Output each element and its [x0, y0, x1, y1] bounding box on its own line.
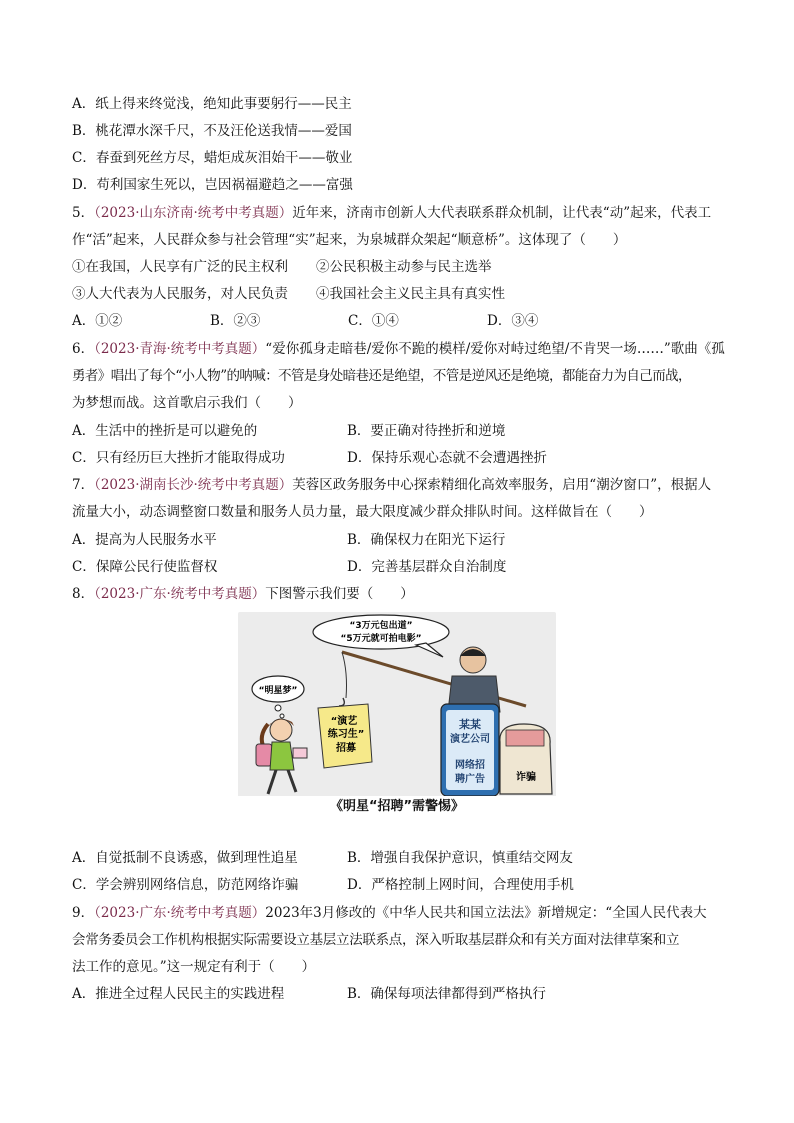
q6-option-c: C．只有经历巨大挫折才能取得成功 — [72, 450, 285, 466]
q8-number: 8． — [72, 586, 95, 602]
q8-stem-line — [72, 581, 734, 608]
cartoon-illustration — [238, 612, 556, 796]
q5-source: （2023·山东济南·统考中考真题） — [94, 205, 293, 221]
q9-stem-line-1 — [72, 900, 734, 927]
q6-number: 6． — [72, 341, 95, 357]
bait-text-1: “演艺 — [330, 716, 358, 727]
q5-stem-text-1: 近年来，济南市创新人大代表联系群众机制，让代表“动”起来，代表工 — [292, 205, 712, 221]
q8-option-a: A．自觉抵制不良诱惑，做到理性追星 — [72, 850, 298, 866]
bait-text-2: 练习生” — [327, 729, 365, 740]
q6-stem-text-1: “爱你孤身走暗巷/爱你不跪的模样/爱你对峙过绝望/不肯哭一场……”歌曲《孤 — [265, 341, 725, 357]
q8-option-c: C．学会辨别网络信息，防范网络诈骗 — [72, 877, 299, 893]
q6-stem-line-3: 为梦想而战。这首歌启示我们（ ） — [72, 395, 302, 411]
q6-option-b: B．要正确对待挫折和逆境 — [347, 423, 506, 439]
bubble-text-2: “5万元就可拍电影” — [340, 634, 422, 644]
q7-stem-line-2: 流量大小，动态调整窗口数量和服务人员力量，最大限度减少群众排队时间。这样做旨在（ ） — [72, 504, 653, 520]
q5-option-b: B．②③ — [210, 313, 261, 329]
q5-option-a: A．①② — [72, 313, 123, 329]
q5-item-1: ①在我国，人民享有广泛的民主权利 — [72, 259, 288, 275]
q4-option-a: A．纸上得来终觉浅，绝知此事要躬行——民主 — [72, 96, 352, 112]
q4-option-b: B．桃花潭水深千尺，不及汪伦送我情——爱国 — [72, 123, 352, 139]
q9-option-a: A．推进全过程人民民主的实践进程 — [72, 986, 285, 1002]
q7-option-a: A．提高为人民服务水平 — [72, 532, 217, 548]
q7-number: 7． — [72, 477, 95, 493]
q5-option-d: D．③④ — [487, 313, 539, 329]
phone-text-1: 某某 — [459, 718, 481, 731]
phone-text-3: 网络招 — [455, 760, 485, 771]
q4-option-c: C．春蚕到死丝方尽，蜡炬成灰泪始干——敬业 — [72, 150, 353, 166]
q5-stem-line-1 — [72, 200, 734, 227]
bait-text-3: 招募 — [336, 743, 356, 754]
q7-option-d: D．完善基层群众自治制度 — [347, 559, 507, 575]
q8-option-b: B．增强自我保护意识，慎重结交网友 — [347, 850, 573, 866]
q7-option-b: B．确保权力在阳光下运行 — [347, 532, 506, 548]
q8-option-d: D．严格控制上网时间，合理使用手机 — [347, 877, 574, 893]
q8-source: （2023·广东·统考中考真题） — [94, 586, 266, 602]
warning-cartoon — [238, 612, 556, 818]
q5-option-c: C．①④ — [348, 313, 399, 329]
q5-item-2: ②公民积极主动参与民主选举 — [316, 259, 492, 275]
q7-source: （2023·湖南长沙·统考中考真题） — [94, 477, 293, 493]
bag-text: 诈骗 — [516, 772, 536, 783]
q6-stem-line-1 — [72, 336, 734, 363]
phone-text-2: 演艺公司 — [450, 734, 490, 745]
q5-item-4: ④我国社会主义民主具有真实性 — [316, 286, 505, 302]
q8-stem-text: 下图警示我们要（ ） — [265, 586, 414, 602]
q9-stem-line-2: 会常务委员会工作机构根据实际需要设立基层立法联系点，深入听取基层群众和有关方面对法律草案和立 — [72, 932, 680, 948]
q5-stem-line-2: 作“活”起来，人民群众参与社会管理“实”起来，为泉城群众架起“顺意桥”。这体现了（ ） — [72, 232, 627, 248]
q6-option-d: D．保持乐观心态就不会遭遇挫折 — [347, 450, 547, 466]
q6-stem-line-2: 勇者》唱出了每个“小人物”的呐喊：不管是身处暗巷还是绝望，不管是逆风还是绝境，都能奋力为自己而战， — [72, 368, 691, 384]
q9-option-b: B．确保每项法律都得到严格执行 — [347, 986, 546, 1002]
q6-source: （2023·青海·统考中考真题） — [94, 341, 266, 357]
q9-stem-text-1: 2023年3月修改的《中华人民共和国立法法》新增规定：“全国人民代表大 — [265, 905, 707, 921]
phone-text-4: 聘广告 — [455, 774, 485, 785]
q7-stem-text-1: 芙蓉区政务服务中心探索精细化高效率服务，启用“潮汐窗口”，根据人 — [292, 477, 712, 493]
dream-text: “明星梦” — [258, 686, 298, 696]
q9-number: 9． — [72, 905, 95, 921]
bubble-text-1: “3万元包出道” — [349, 621, 413, 631]
q6-option-a: A．生活中的挫折是可以避免的 — [72, 423, 258, 439]
q5-number: 5． — [72, 205, 95, 221]
q4-option-d: D．苟利国家生死以，岂因祸福避趋之——富强 — [72, 177, 353, 193]
q7-option-c: C．保障公民行使监督权 — [72, 559, 218, 575]
q9-stem-line-3: 法工作的意见。”这一规定有利于（ ） — [72, 959, 316, 975]
q5-item-3: ③人大代表为人民服务，对人民负责 — [72, 286, 288, 302]
q9-source: （2023·广东·统考中考真题） — [94, 905, 266, 921]
cartoon-caption: 《明星“招聘”需警惕》 — [238, 796, 556, 818]
q7-stem-line-1 — [72, 472, 734, 499]
